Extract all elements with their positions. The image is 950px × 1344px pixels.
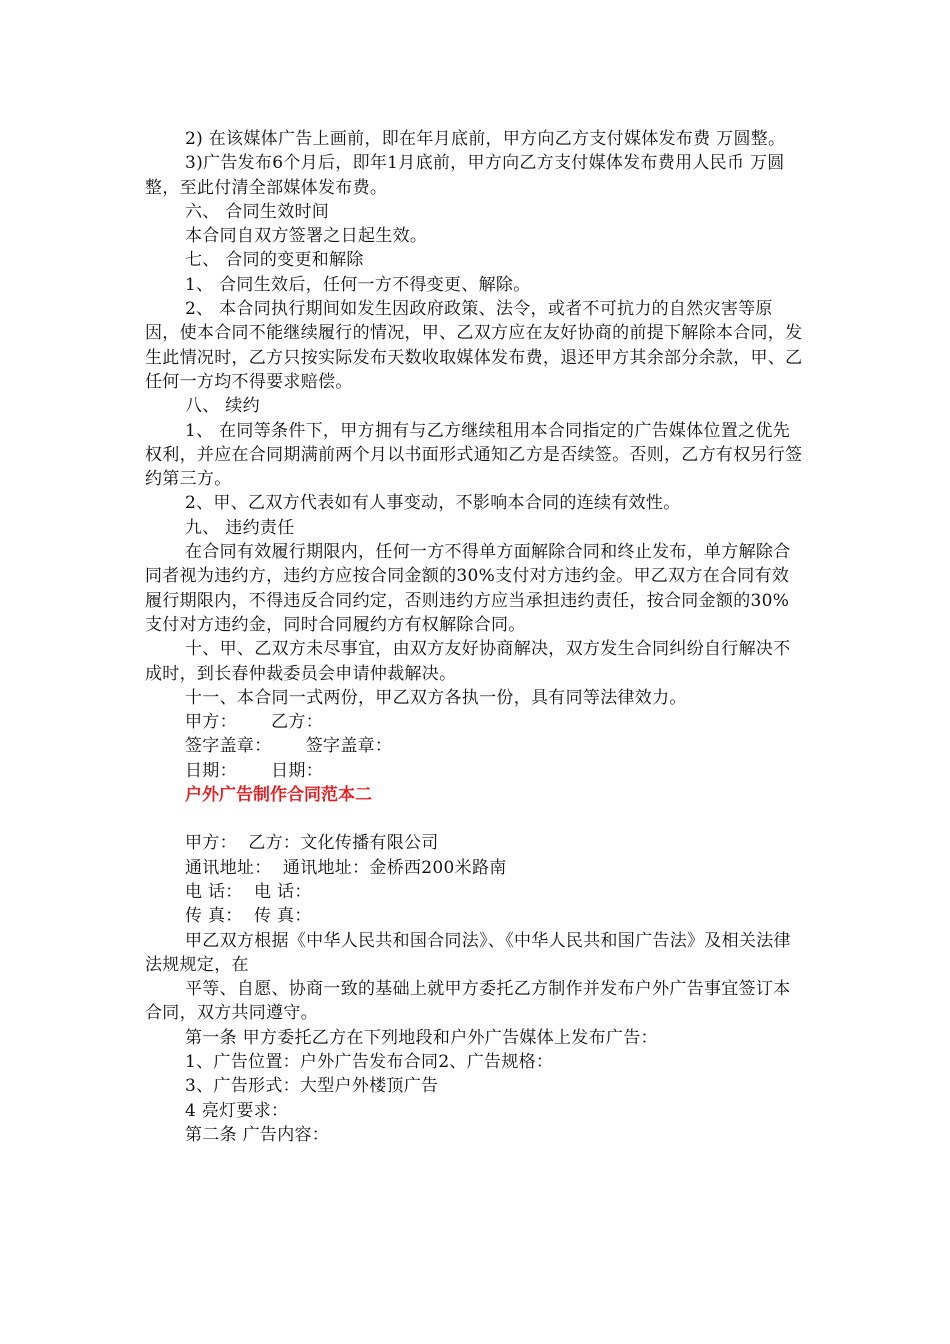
paragraph: 2、甲、乙双方代表如有人事变动，不影响本合同的连续有效性。 [185,493,681,514]
section-heading: 七、 合同的变更和解除 [185,250,364,271]
paragraph: 本合同自双方签署之日起生效。 [185,226,428,247]
paragraph: 十一、本合同一式两份，甲乙双方各执一份，具有同等法律效力。 [185,687,687,708]
contract-part-two [145,831,805,1147]
article-heading: 第二条 广告内容： [185,1124,330,1145]
paragraph: 1、 在同等条件下，甲方拥有与乙方继续租用本合同指定的广告媒体位置之优先权利，并应在合同期满前两个月以书面形式通知乙方是否续签。否则，乙方有权另行签约第三方。 [145,420,803,490]
paragraph: 3)广告发布6个月后，即年1月底前，甲方向乙方支付媒体发布费用人民币 万圆整，至此付清全部媒体发布费。 [145,153,785,198]
section-heading: 八、 续约 [185,396,260,417]
party-line: 甲方： 乙方：文化传播有限公司 [185,833,439,854]
fax-line: 传 真： 传 真： [185,906,312,927]
contract-part-one [145,127,805,783]
signature-seal: 签字盖章： 签字盖章： [185,736,393,757]
address-line: 通讯地址： 通讯地址：金桥西200米路南 [185,857,507,878]
signature-parties: 甲方： 乙方： [185,712,324,733]
paragraph: 甲乙双方根据《中华人民共和国合同法》、《中华人民共和国广告法》及相关法律法规规定，在 [145,930,791,975]
paragraph: 平等、自愿、协商一致的基础上就甲方委托乙方制作并发布户外广告事宜签订本合同，双方共同遵守。 [145,979,791,1024]
paragraph: 十、甲、乙双方未尽事宜，由双方友好协商解决，双方发生合同纠纷自行解决不成时，到长春仲裁委员会申请仲裁解决。 [145,639,791,684]
section-heading: 六、 合同生效时间 [185,201,330,222]
signature-date: 日期： 日期： [185,760,324,781]
paragraph: 2) 在该媒体广告上画前，即在年月底前，甲方向乙方支付媒体发布费 万圆整。 [185,129,786,149]
section-title: 户外广告制作合同范本二 [185,785,372,806]
paragraph: 在合同有效履行期限内，任何一方不得单方面解除合同和终止发布，单方解除合同者视为违约方，违约方应按合同金额的30%支付对方违约金。甲乙双方在合同有效履行期限内，不得违反合同约定，否则违约方应当承担违约责任，按合同金额的30%支付对方违约金，同时合同履约方有权解除合同。 [145,542,791,635]
phone-line: 电 话： 电 话： [185,881,312,902]
paragraph: 2、 本合同执行期间如发生因政府政策、法令，或者不可抗力的自然灾害等原因，使本合同不能继续履行的情况，甲、乙双方应在友好协商的前提下解除本合同，发生此情况时，乙方只按实际发布天数收取媒体发布费，退还甲方其余部分余款，甲、乙任何一方均不得要求赔偿。 [145,299,803,392]
section-heading: 九、 违约责任 [185,517,295,538]
paragraph: 4 亮灯要求： [185,1100,289,1121]
paragraph: 1、广告位置：户外广告发布合同2、广告规格： [185,1051,554,1072]
document-page [145,127,805,1147]
paragraph: 3、广告形式：大型户外楼顶广告 [185,1076,439,1097]
paragraph: 1、 合同生效后，任何一方不得变更、解除。 [185,274,531,295]
article-heading: 第一条 甲方委托乙方在下列地段和户外广告媒体上发布广告： [185,1027,658,1048]
